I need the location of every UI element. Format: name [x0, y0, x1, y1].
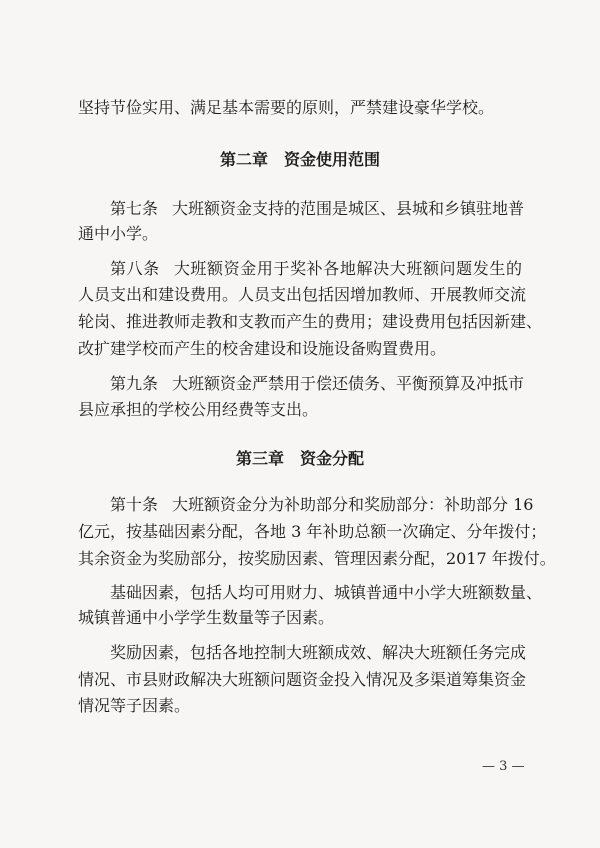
article-text: 大班额资金用于奖补各地解决大班额问题发生的: [173, 259, 522, 278]
chapter-title: 资金分配: [300, 449, 365, 468]
chapter-number: 第三章: [235, 449, 284, 468]
article-text: 大班额资金支持的范围是城区、县城和乡镇驻地普: [172, 199, 525, 218]
basic-factors-line-2: 城镇普通中小学学生数量等子因素。: [78, 608, 335, 627]
article-8-line-3: 轮岗、推进教师走教和支教而产生的费用；建设费用包括因新建、: [78, 312, 543, 331]
article-label: 第八条: [110, 259, 160, 278]
article-text: 大班额资金分为补助部分和奖励部分：补助部分 16: [172, 495, 534, 514]
article-10-line-2: 亿元，按基础因素分配，各地 3 年补助总额一次确定、分年拨付；: [78, 522, 547, 541]
article-8-line-1: [110, 259, 522, 279]
reward-factors-line-3: 情况等子因素。: [78, 696, 191, 715]
article-label: 第七条: [110, 199, 159, 218]
article-9-line-2: 县应承担的学校公用经费等支出。: [78, 400, 319, 419]
article-label: 第九条: [110, 374, 159, 393]
article-7-line-1: [110, 199, 525, 219]
chapter-three-heading: [0, 449, 600, 469]
chapter-number: 第二章: [219, 150, 268, 169]
basic-factors-line-1: 基础因素，包括人均可用财力、城镇普通中小学大班额数量、: [110, 583, 543, 602]
paragraph-continuation-line: 坚持节俭实用、满足基本需要的原则，严禁建设豪华学校。: [78, 98, 495, 117]
article-8-line-4: 改扩建学校而产生的校舍建设和设施设备购置费用。: [78, 339, 447, 358]
article-text: 大班额资金严禁用于偿还债务、平衡预算及冲抵市: [172, 374, 525, 393]
article-10-line-1: [110, 495, 534, 515]
chapter-title: 资金使用范围: [284, 150, 381, 169]
article-7-line-2: 通中小学。: [78, 224, 159, 243]
article-8-line-2: 人员支出和建设费用。人员支出包括因增加教师、开展教师交流: [78, 285, 527, 304]
article-10-line-3: 其余资金为奖励部分，按奖励因素、管理因素分配，2017 年拨付。: [78, 549, 556, 568]
chapter-two-heading: [0, 150, 600, 170]
page-number: — 3 —: [482, 759, 525, 774]
article-label: 第十条: [110, 495, 159, 514]
reward-factors-line-1: 奖励因素，包括各地控制大班额成效、解决大班额任务完成: [110, 643, 527, 662]
article-9-line-1: [110, 374, 525, 394]
reward-factors-line-2: 情况、市县财政解决大班额问题资金投入情况及多渠道筹集资金: [78, 670, 527, 689]
